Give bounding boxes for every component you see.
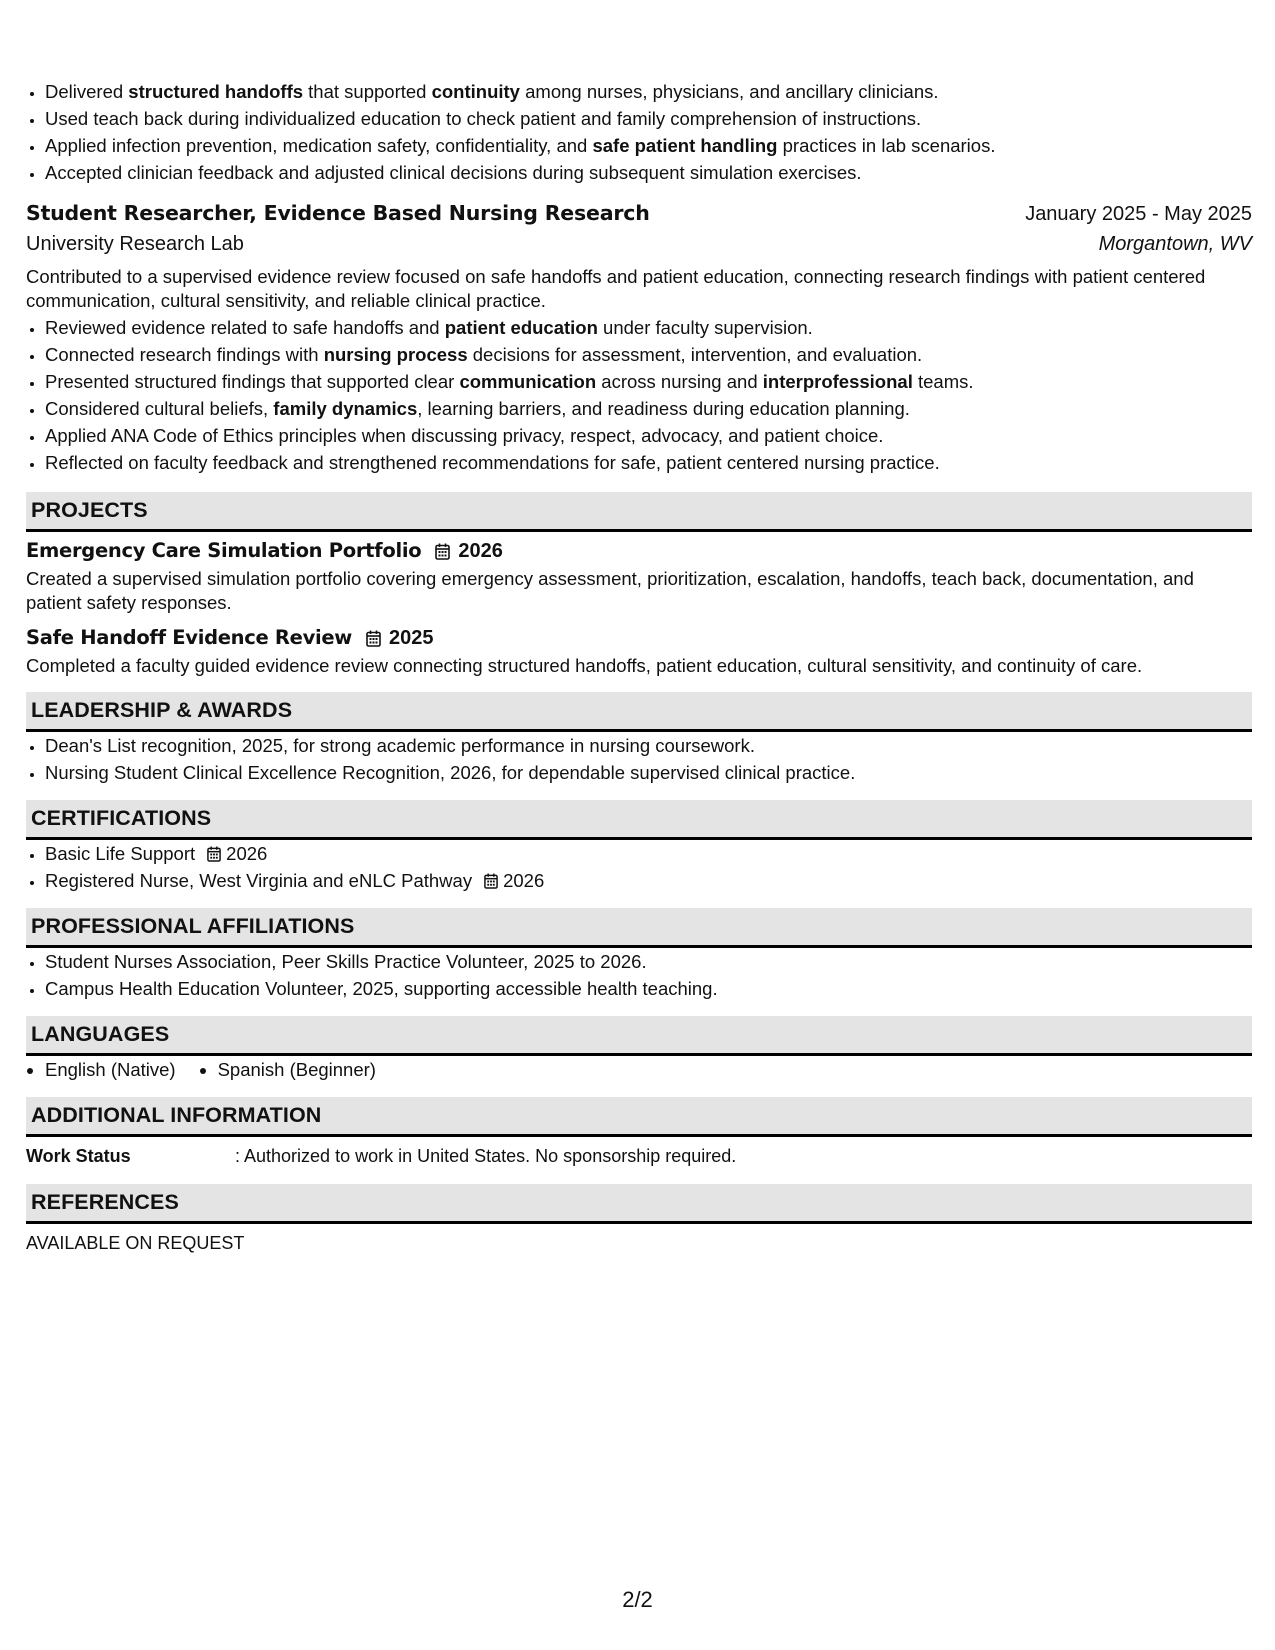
prior-role-bullets bbox=[26, 78, 1252, 186]
resume-page-2 bbox=[26, 78, 1252, 1257]
language-item: • Spanish (Beginner) bbox=[218, 1056, 376, 1083]
section-title: LANGUAGES bbox=[31, 1022, 170, 1046]
bullet-item bbox=[45, 314, 1252, 341]
text-run: Applied infection prevention, medication safety, confidentiality, and bbox=[45, 135, 593, 156]
bold-phrase: family dynamics bbox=[273, 398, 418, 419]
leadership-list bbox=[26, 732, 1252, 786]
bullet-item bbox=[45, 341, 1252, 368]
certification-item bbox=[45, 840, 1252, 867]
project-year: 2026 bbox=[458, 540, 503, 562]
references-text: AVAILABLE ON REQUEST bbox=[26, 1233, 245, 1253]
certification-name: Basic Life Support bbox=[45, 843, 196, 864]
section-header-affiliations bbox=[26, 908, 1252, 948]
job-dates: January 2025 - May 2025 bbox=[1025, 203, 1252, 225]
project-title: Emergency Care Simulation Portfolio bbox=[26, 539, 422, 562]
bullet-item: • Nursing Student Clinical Excellence Recognition, 2026, for dependable supervised clinical practice. bbox=[45, 759, 1252, 786]
bullet-item bbox=[45, 395, 1252, 422]
text-run: Reflected on faculty feedback and strengthened recommendations for safe, patient centered nursing practice. bbox=[45, 452, 940, 473]
job-location: Morgantown, WV bbox=[1098, 233, 1252, 255]
project-entry bbox=[26, 623, 1252, 678]
certification-year: 2026 bbox=[226, 843, 268, 864]
calendar-icon bbox=[484, 869, 498, 885]
language-item: • English (Native) bbox=[45, 1056, 176, 1083]
text-run: Presented structured findings that supported clear bbox=[45, 371, 460, 392]
section-title: PROJECTS bbox=[31, 498, 148, 522]
calendar-icon bbox=[366, 630, 381, 647]
work-status-value: : Authorized to work in United States. No sponsorship required. bbox=[235, 1146, 737, 1166]
text-run: under faculty supervision. bbox=[597, 317, 813, 338]
section-title: PROFESSIONAL AFFILIATIONS bbox=[31, 914, 355, 938]
job-title: Student Researcher, Evidence Based Nursing Research bbox=[26, 201, 650, 225]
job-organization: University Research Lab bbox=[26, 233, 244, 255]
text-run: practices in lab scenarios. bbox=[777, 135, 996, 156]
project-description: Created a supervised simulation portfolio covering emergency assessment, prioritization, escalation, handoffs, teach back, documentation, and patient safety responses. bbox=[26, 568, 1194, 613]
certification-item bbox=[45, 867, 1252, 894]
text-run: Delivered bbox=[45, 81, 129, 102]
text-run: Considered cultural beliefs, bbox=[45, 398, 274, 419]
section-title: ADDITIONAL INFORMATION bbox=[31, 1103, 322, 1127]
text-run: Connected research findings with bbox=[45, 344, 324, 365]
section-header-leadership bbox=[26, 692, 1252, 732]
text-run: Reviewed evidence related to safe handoffs and bbox=[45, 317, 445, 338]
bullet-item: • Campus Health Education Volunteer, 2025, supporting accessible health teaching. bbox=[45, 975, 1252, 1002]
section-header-references bbox=[26, 1184, 1252, 1224]
bold-phrase: safe patient handling bbox=[592, 135, 778, 156]
bullet-item bbox=[45, 422, 1252, 449]
bullet-item bbox=[45, 132, 1252, 159]
affiliations-list bbox=[26, 948, 1252, 1002]
project-description: Completed a faculty guided evidence review connecting structured handoffs, patient education, cultural sensitivity, and continuity of care. bbox=[26, 655, 1143, 676]
text-run: that supported bbox=[303, 81, 432, 102]
text-run: among nurses, physicians, and ancillary clinicians. bbox=[519, 81, 939, 102]
bullet-item bbox=[45, 449, 1252, 476]
certification-name: Registered Nurse, West Virginia and eNLC Pathway bbox=[45, 870, 473, 891]
section-header-projects bbox=[26, 492, 1252, 532]
work-status-row bbox=[26, 1143, 1252, 1170]
text-run: Accepted clinician feedback and adjusted clinical decisions during subsequent simulation exercises. bbox=[45, 162, 862, 183]
section-header-certifications bbox=[26, 800, 1252, 840]
bullet-item bbox=[45, 159, 1252, 186]
bold-phrase: interprofessional bbox=[762, 371, 913, 392]
text-run: decisions for assessment, intervention, and evaluation. bbox=[467, 344, 923, 365]
bold-phrase: nursing process bbox=[323, 344, 468, 365]
projects-list bbox=[26, 536, 1252, 678]
bullet-item bbox=[45, 368, 1252, 395]
job-summary: Contributed to a supervised evidence review focused on safe handoffs and patient education, connecting research findings with patient centered communication, cultural sensitivity, and reliable clinical practice. bbox=[26, 266, 1206, 311]
bullet-item: • Dean's List recognition, 2025, for strong academic performance in nursing coursework. bbox=[45, 732, 1252, 759]
calendar-icon bbox=[435, 543, 450, 560]
certifications-list bbox=[26, 840, 1252, 894]
text-run: across nursing and bbox=[596, 371, 763, 392]
experience-entry bbox=[26, 198, 1252, 476]
section-header-additional bbox=[26, 1097, 1252, 1137]
project-year: 2025 bbox=[389, 627, 434, 649]
languages-list bbox=[26, 1056, 1252, 1083]
section-header-languages bbox=[26, 1016, 1252, 1056]
text-run: Used teach back during individualized education to check patient and family comprehension of instructions. bbox=[45, 108, 922, 129]
bullet-item bbox=[45, 78, 1252, 105]
work-status-label: Work Status bbox=[26, 1146, 131, 1166]
bold-phrase: communication bbox=[459, 371, 597, 392]
page-number: 2/2 bbox=[622, 1587, 653, 1612]
certification-year: 2026 bbox=[503, 870, 545, 891]
bullet-item bbox=[45, 105, 1252, 132]
section-title: CERTIFICATIONS bbox=[31, 806, 212, 830]
project-title: Safe Handoff Evidence Review bbox=[26, 626, 353, 649]
section-title: REFERENCES bbox=[31, 1190, 179, 1214]
bold-phrase: patient education bbox=[444, 317, 598, 338]
text-run: , learning barriers, and readiness during education planning. bbox=[417, 398, 910, 419]
bold-phrase: structured handoffs bbox=[128, 81, 304, 102]
bold-phrase: continuity bbox=[431, 81, 520, 102]
project-entry bbox=[26, 536, 1252, 615]
calendar-icon bbox=[207, 842, 221, 858]
job-bullets bbox=[26, 314, 1252, 476]
text-run: Applied ANA Code of Ethics principles when discussing privacy, respect, advocacy, and patient choice. bbox=[45, 425, 884, 446]
section-title: LEADERSHIP & AWARDS bbox=[31, 698, 293, 722]
bullet-item: • Student Nurses Association, Peer Skills Practice Volunteer, 2025 to 2026. bbox=[45, 948, 1252, 975]
text-run: teams. bbox=[912, 371, 974, 392]
